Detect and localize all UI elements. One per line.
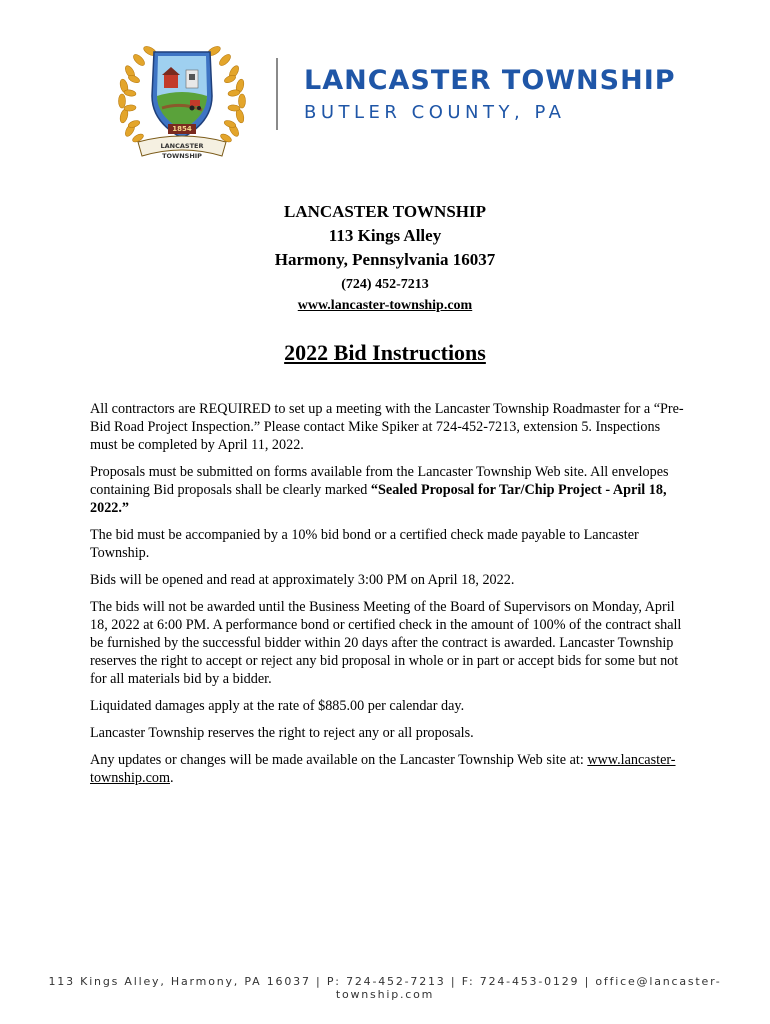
document-body [90, 400, 688, 796]
sealed-proposal-label: “Sealed Proposal for Tar/Chip Project - April 18, 2022.” [90, 482, 667, 516]
website-link[interactable]: www.lancaster-township.com [90, 752, 676, 786]
contact-name: LANCASTER TOWNSHIP [283, 202, 486, 221]
township-seal-logo [112, 38, 252, 168]
paragraph-inspection: All contractors are REQUIRED to set up a meeting with the Lancaster Township Roadmaster for a “Pre-Bid Road Project Inspection.” Please contact Mike Spiker at 724-452-7213, extension 5. Inspections must be completed by April 11, 2022. [90, 401, 684, 453]
page-footer: 113 Kings Alley, Harmony, PA 16037 | P: 724-452-7213 | F: 724-453-0129 | office@lancaster-township.com [48, 975, 722, 1001]
paragraph-proposals [90, 463, 688, 517]
paragraph-bid-bond: The bid must be accompanied by a 10% bid bond or a certified check made payable to Lancaster Township. [90, 527, 639, 561]
contact-block [0, 200, 770, 316]
paragraph-liquidated-damages: Liquidated damages apply at the rate of $885.00 per calendar day. [90, 698, 465, 714]
logo-banner-text: LANCASTER TOWNSHIP [160, 142, 204, 160]
paragraph-award: The bids will not be awarded until the Business Meeting of the Board of Supervisors on Monday, April 18, 2022 at 6:00 PM. A performance bond or certified check in the amount of 100% of the contract shall be furnished by the successful bidder within 20 days after the contract is awarded. Lancaster Township reserves the right to accept or reject any bid proposal in whole or in part or accept bids for some but not for all materials bid by a bidder. [90, 599, 682, 687]
paragraph-updates-end: . [170, 770, 174, 786]
contact-website-link[interactable]: www.lancaster-township.com [297, 298, 473, 313]
brand-subtitle: BUTLER COUNTY, PA [304, 102, 566, 123]
logo-year: 1854 [172, 125, 192, 133]
page-title: 2022 Bid Instructions [284, 340, 486, 365]
brand-name: LANCASTER TOWNSHIP [304, 65, 676, 96]
contact-phone: (724) 452-7213 [341, 277, 429, 292]
paragraph-bid-opening: Bids will be opened and read at approximately 3:00 PM on April 18, 2022. [90, 572, 515, 588]
paragraph-proposals-text: Proposals must be submitted on forms available from the Lancaster Township Web site. All envelopes containing Bid proposals shall be clearly marked [90, 464, 669, 498]
brand-block [304, 64, 676, 125]
header-divider [276, 58, 278, 130]
contact-city: Harmony, Pennsylvania 16037 [274, 250, 496, 269]
paragraph-updates [90, 751, 688, 787]
paragraph-reserve-rights: Lancaster Township reserves the right to reject any or all proposals. [90, 725, 474, 741]
contact-street: 113 Kings Alley [328, 226, 442, 245]
paragraph-updates-text: Any updates or changes will be made available on the Lancaster Township Web site at: [90, 752, 588, 768]
